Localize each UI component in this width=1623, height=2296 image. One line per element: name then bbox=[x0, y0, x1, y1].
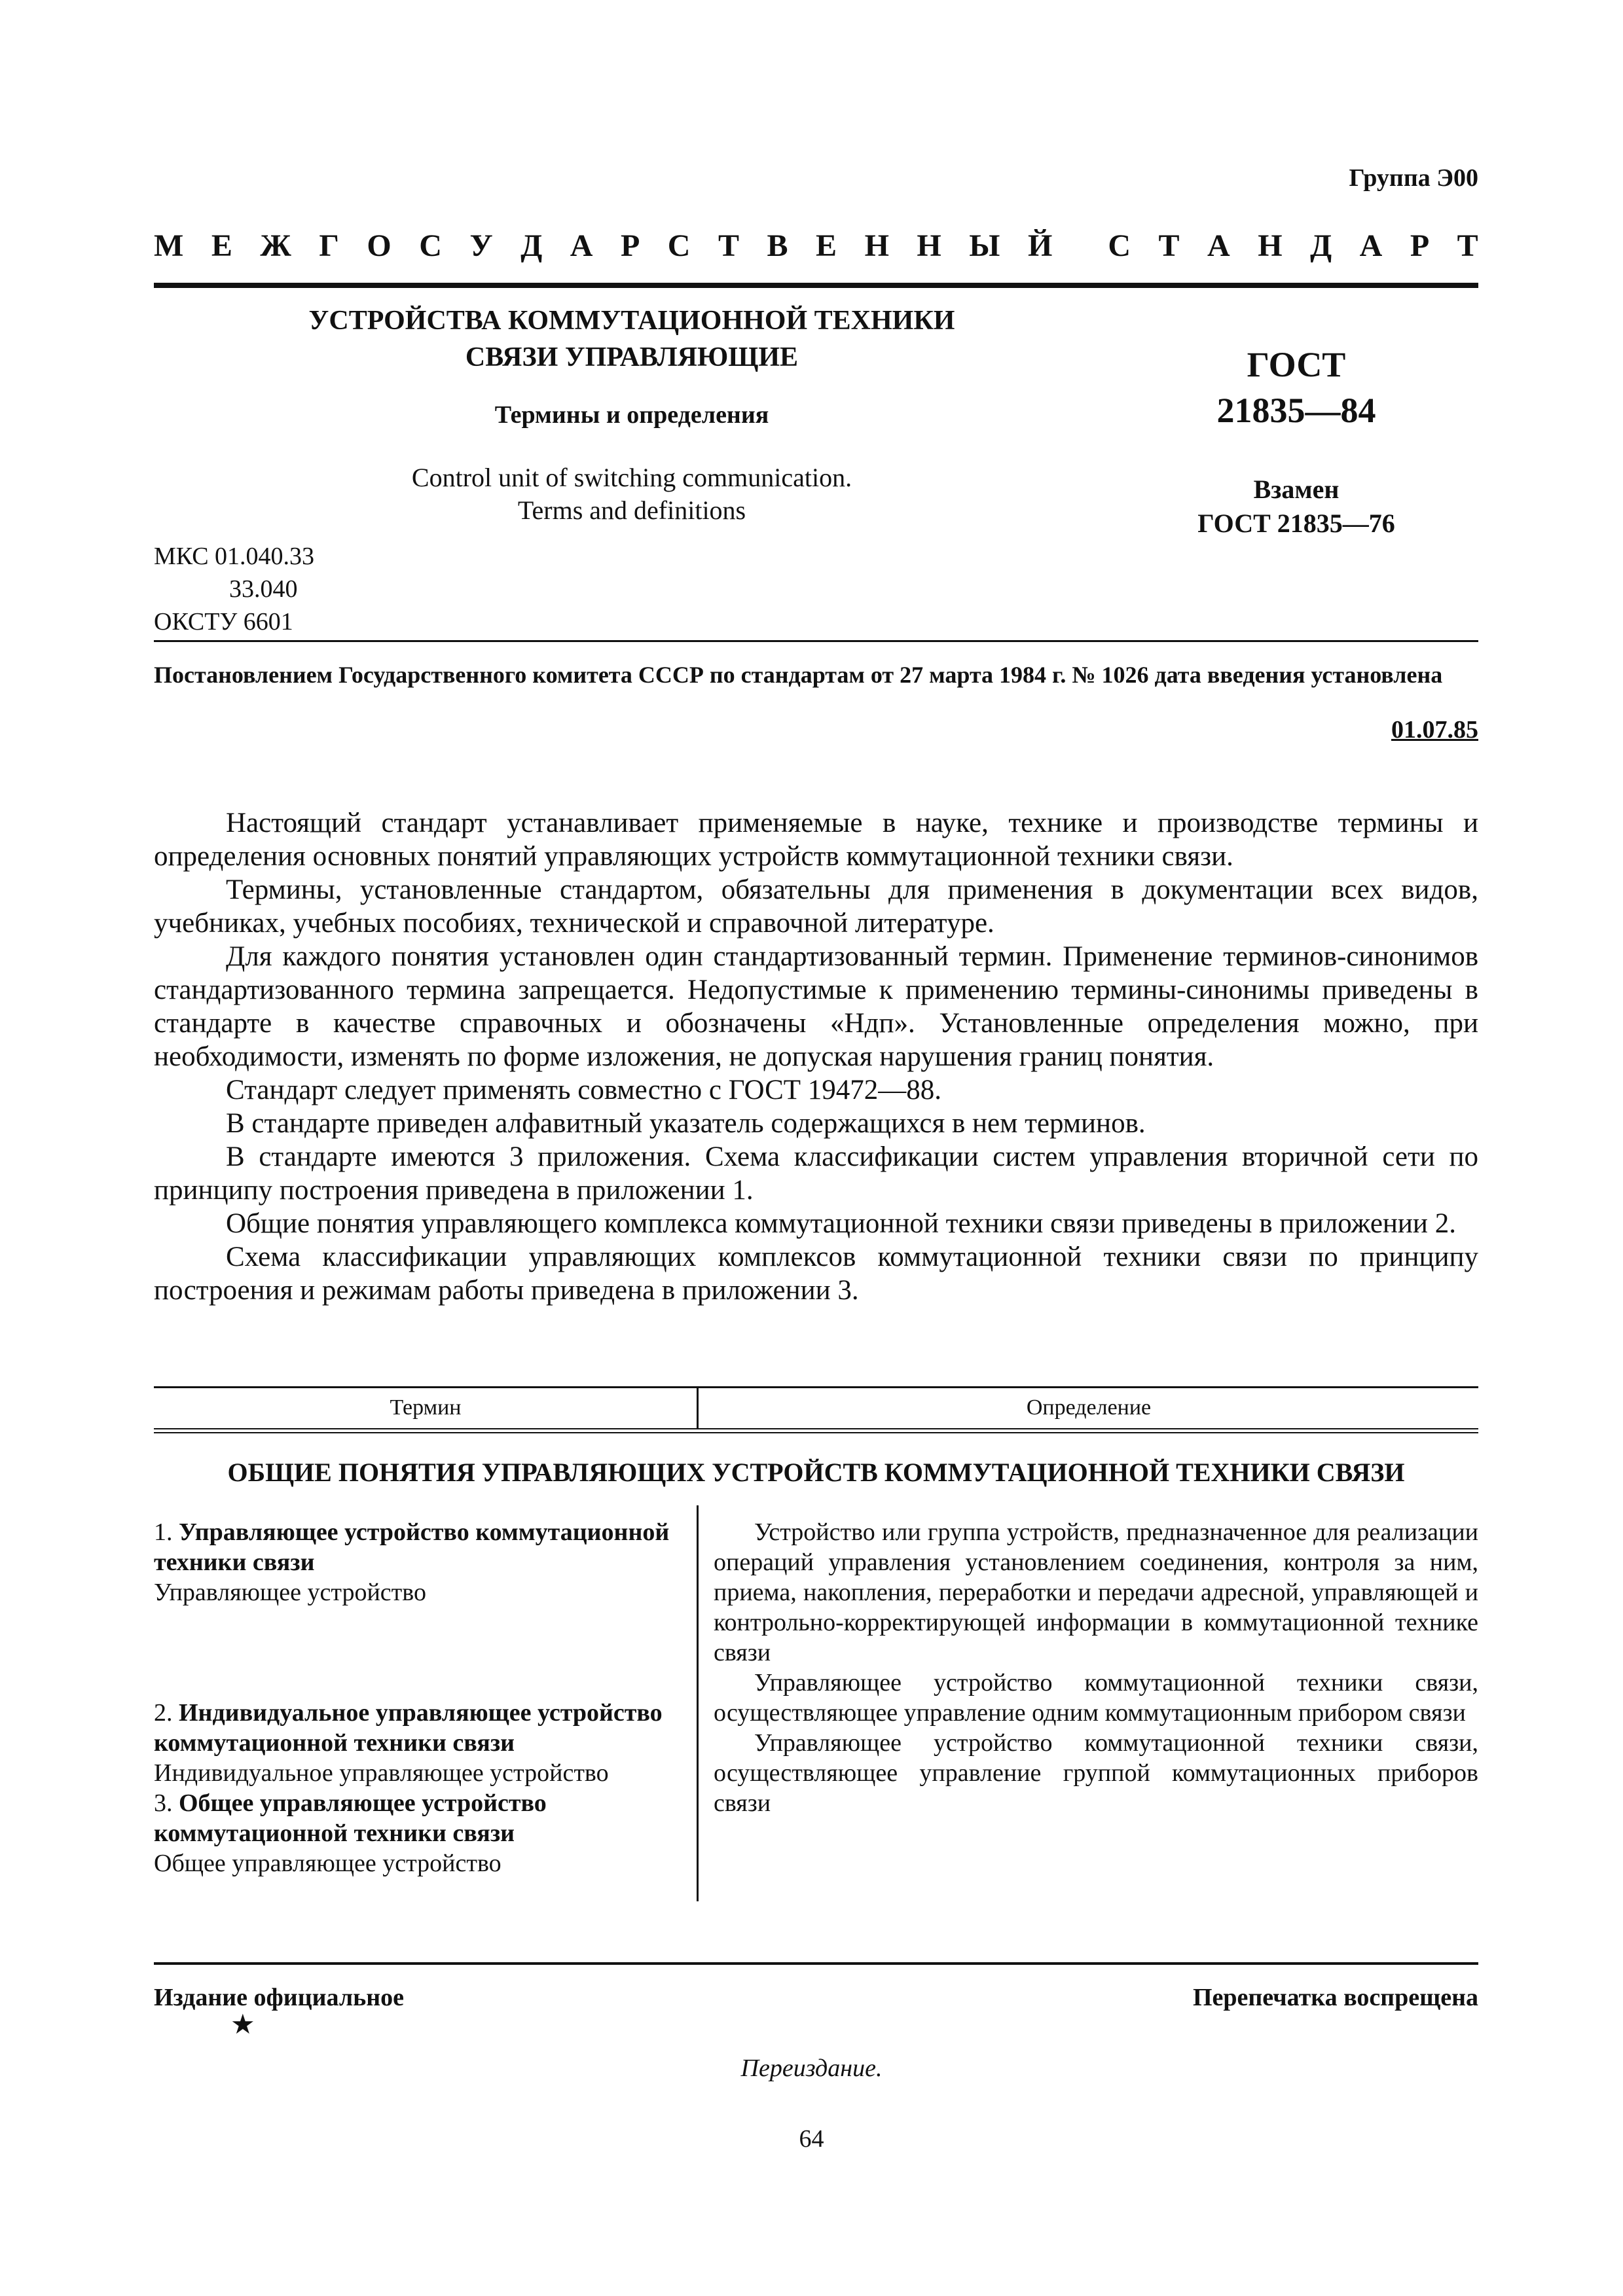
heading-letter: С bbox=[419, 228, 442, 263]
classification-codes bbox=[154, 540, 314, 638]
resolution-text: Постановлением Государственного комитета СССР по стандартам от 27 марта 1984 г. № 1026 дата введения установлена bbox=[154, 662, 1443, 688]
heading-letter: В bbox=[767, 228, 788, 263]
terms-column bbox=[154, 1517, 691, 1878]
english-title-line-1: Control unit of switching communication. bbox=[411, 463, 852, 492]
mks-code-2: 33.040 bbox=[229, 575, 298, 603]
heading-letter: Ж bbox=[260, 228, 291, 263]
heading-letter: Р bbox=[620, 228, 640, 263]
heading-letter: С bbox=[667, 228, 691, 263]
term-short-form: Управляющее устройство bbox=[154, 1579, 426, 1606]
title-line-2: СВЯЗИ УПРАВЛЯЮЩИЕ bbox=[465, 342, 799, 372]
table-header-term: Термин bbox=[390, 1395, 462, 1420]
intro-paragraph: В стандарте приведен алфавитный указатель содержащихся в нем терминов. bbox=[226, 1108, 1146, 1139]
heading-letter: Й bbox=[1027, 228, 1053, 263]
heading-letter: Н bbox=[917, 228, 941, 263]
replaces-number: ГОСТ 21835—76 bbox=[1197, 509, 1395, 538]
intro-paragraph: Термины, установленные стандартом, обязательны для применения в документации всех видов, учебниках, учебных пособиях, технической и справочной литературе. bbox=[154, 874, 1478, 939]
term-definition: Устройство или группа устройств, предназначенное для реализации операций управления установлением соединения, контроля за ним, приема, накопления, переработки и передачи адресной, управляющей и контрольно-корректирующей информации в коммутационной технике связи bbox=[714, 1518, 1478, 1666]
gost-designation bbox=[1113, 342, 1480, 433]
table-column-separator bbox=[697, 1505, 699, 1901]
heading-letter: Т bbox=[1457, 228, 1478, 263]
replaces-block bbox=[1113, 473, 1480, 541]
intro-paragraph: Общие понятия управляющего комплекса коммутационной техники связи приведены в приложении 2. bbox=[226, 1208, 1456, 1239]
group-code: Группа Э00 bbox=[1349, 164, 1478, 192]
english-title bbox=[262, 461, 1002, 527]
intro-paragraph: Для каждого понятия установлен один стандартизованный термин. Применение терминов-синонимов стандартизованного термина запрещается. Недопустимые к применению термины-синонимы приведены в стандарте в качестве справочных и обозначены «Ндп». Установленные определения можно, при необходимости, изменять по форме изложения, не допуская нарушения границ понятия. bbox=[154, 941, 1478, 1072]
term-number: 3. bbox=[154, 1789, 173, 1817]
heading-letter: А bbox=[1359, 228, 1383, 263]
title-line-1: УСТРОЙСТВА КОММУТАЦИОННОЙ ТЕХНИКИ bbox=[308, 306, 955, 336]
introduction-date: 01.07.85 bbox=[1391, 716, 1478, 744]
table-row bbox=[154, 1517, 691, 1607]
heading-letter: О bbox=[367, 228, 392, 263]
intro-paragraph: Настоящий стандарт устанавливает применяемые в науке, технике и производстве термины и определения основных понятий управляющих устройств коммутационной техники связи. bbox=[154, 808, 1478, 872]
heading-letter: А bbox=[1207, 228, 1230, 263]
heading-letter: Ы bbox=[969, 228, 1000, 263]
heading-letter: Е bbox=[816, 228, 837, 263]
term-definition: Управляющее устройство коммутационной техники связи, осуществляющее управление одним коммутационным прибором связи bbox=[714, 1669, 1478, 1727]
heading-letter: Г bbox=[319, 228, 339, 263]
intro-paragraph: Стандарт следует применять совместно с ГОСТ 19472—88. bbox=[226, 1075, 942, 1105]
star-icon: ★ bbox=[230, 2010, 255, 2040]
replaces-label: Взамен bbox=[1253, 475, 1340, 504]
intro-paragraph: Схема классификации управляющих комплексов коммутационной техники связи по принципу построения и режимам работы приведена в приложении 3. bbox=[154, 1242, 1478, 1306]
table-top-rule bbox=[154, 1386, 1478, 1388]
table-header-definition: Определение bbox=[1026, 1395, 1152, 1420]
footer-rule bbox=[154, 1962, 1478, 1965]
section-heading: ОБЩИЕ ПОНЯТИЯ УПРАВЛЯЮЩИХ УСТРОЙСТВ КОММУТАЦИОННОЙ ТЕХНИКИ СВЯЗИ bbox=[227, 1458, 1405, 1487]
reprint-prohibited-label: Перепечатка воспрещена bbox=[1192, 1984, 1478, 2011]
reissue-note: Переиздание. bbox=[740, 2054, 883, 2082]
heading-letter: Т bbox=[718, 228, 739, 263]
intro-text bbox=[154, 806, 1478, 1307]
divider-top bbox=[154, 283, 1478, 288]
heading-letter: Р bbox=[1410, 228, 1430, 263]
term-definition: Управляющее устройство коммутационной техники связи, осуществляющее управление группой коммутационных приборов связи bbox=[714, 1729, 1478, 1817]
english-title-line-2: Terms and definitions bbox=[517, 495, 746, 525]
heading-letter: С bbox=[1108, 228, 1131, 263]
gost-label: ГОСТ bbox=[1247, 345, 1346, 384]
document-title bbox=[262, 302, 1002, 376]
heading-letter: Н bbox=[864, 228, 889, 263]
heading-letter: М bbox=[154, 228, 184, 263]
okstu-code: ОКСТУ 6601 bbox=[154, 608, 293, 636]
heading-letter: Т bbox=[1158, 228, 1180, 263]
heading-letter: Н bbox=[1258, 228, 1283, 263]
document-subtitle: Термины и определения bbox=[494, 401, 769, 429]
term-name: Индивидуальное управляющее устройство коммутационной техники связи bbox=[154, 1699, 663, 1757]
table-row bbox=[154, 1788, 691, 1878]
definitions-column bbox=[714, 1517, 1478, 1818]
mks-code-1: МКС 01.040.33 bbox=[154, 543, 315, 570]
heading-letter: Д bbox=[1310, 228, 1332, 263]
heading-letter: Д bbox=[520, 228, 543, 263]
term-name: Общее управляющее устройство коммутационной техники связи bbox=[154, 1789, 547, 1847]
table-row bbox=[154, 1698, 691, 1788]
term-short-form: Общее управляющее устройство bbox=[154, 1850, 501, 1877]
standard-type-heading bbox=[154, 228, 1478, 264]
term-number: 2. bbox=[154, 1699, 173, 1727]
intro-paragraph: В стандарте имеются 3 приложения. Схема классификации систем управления вторичной сети по принципу построения приведена в приложении 1. bbox=[154, 1141, 1478, 1206]
page-number: 64 bbox=[799, 2125, 824, 2153]
gost-number: 21835—84 bbox=[1216, 391, 1376, 430]
table-header-separator bbox=[697, 1386, 699, 1429]
divider-resolution bbox=[154, 640, 1478, 642]
table-header-rule-1 bbox=[154, 1428, 1478, 1429]
term-short-form: Индивидуальное управляющее устройство bbox=[154, 1759, 609, 1787]
heading-letter: У bbox=[469, 228, 493, 263]
official-edition-label: Издание официальное bbox=[154, 1984, 405, 2011]
table-header-rule-2 bbox=[154, 1432, 1478, 1433]
heading-letter: Е bbox=[211, 228, 232, 263]
term-number: 1. bbox=[154, 1518, 173, 1546]
heading-letter: А bbox=[570, 228, 593, 263]
term-name: Управляющее устройство коммутационной техники связи bbox=[154, 1518, 670, 1576]
